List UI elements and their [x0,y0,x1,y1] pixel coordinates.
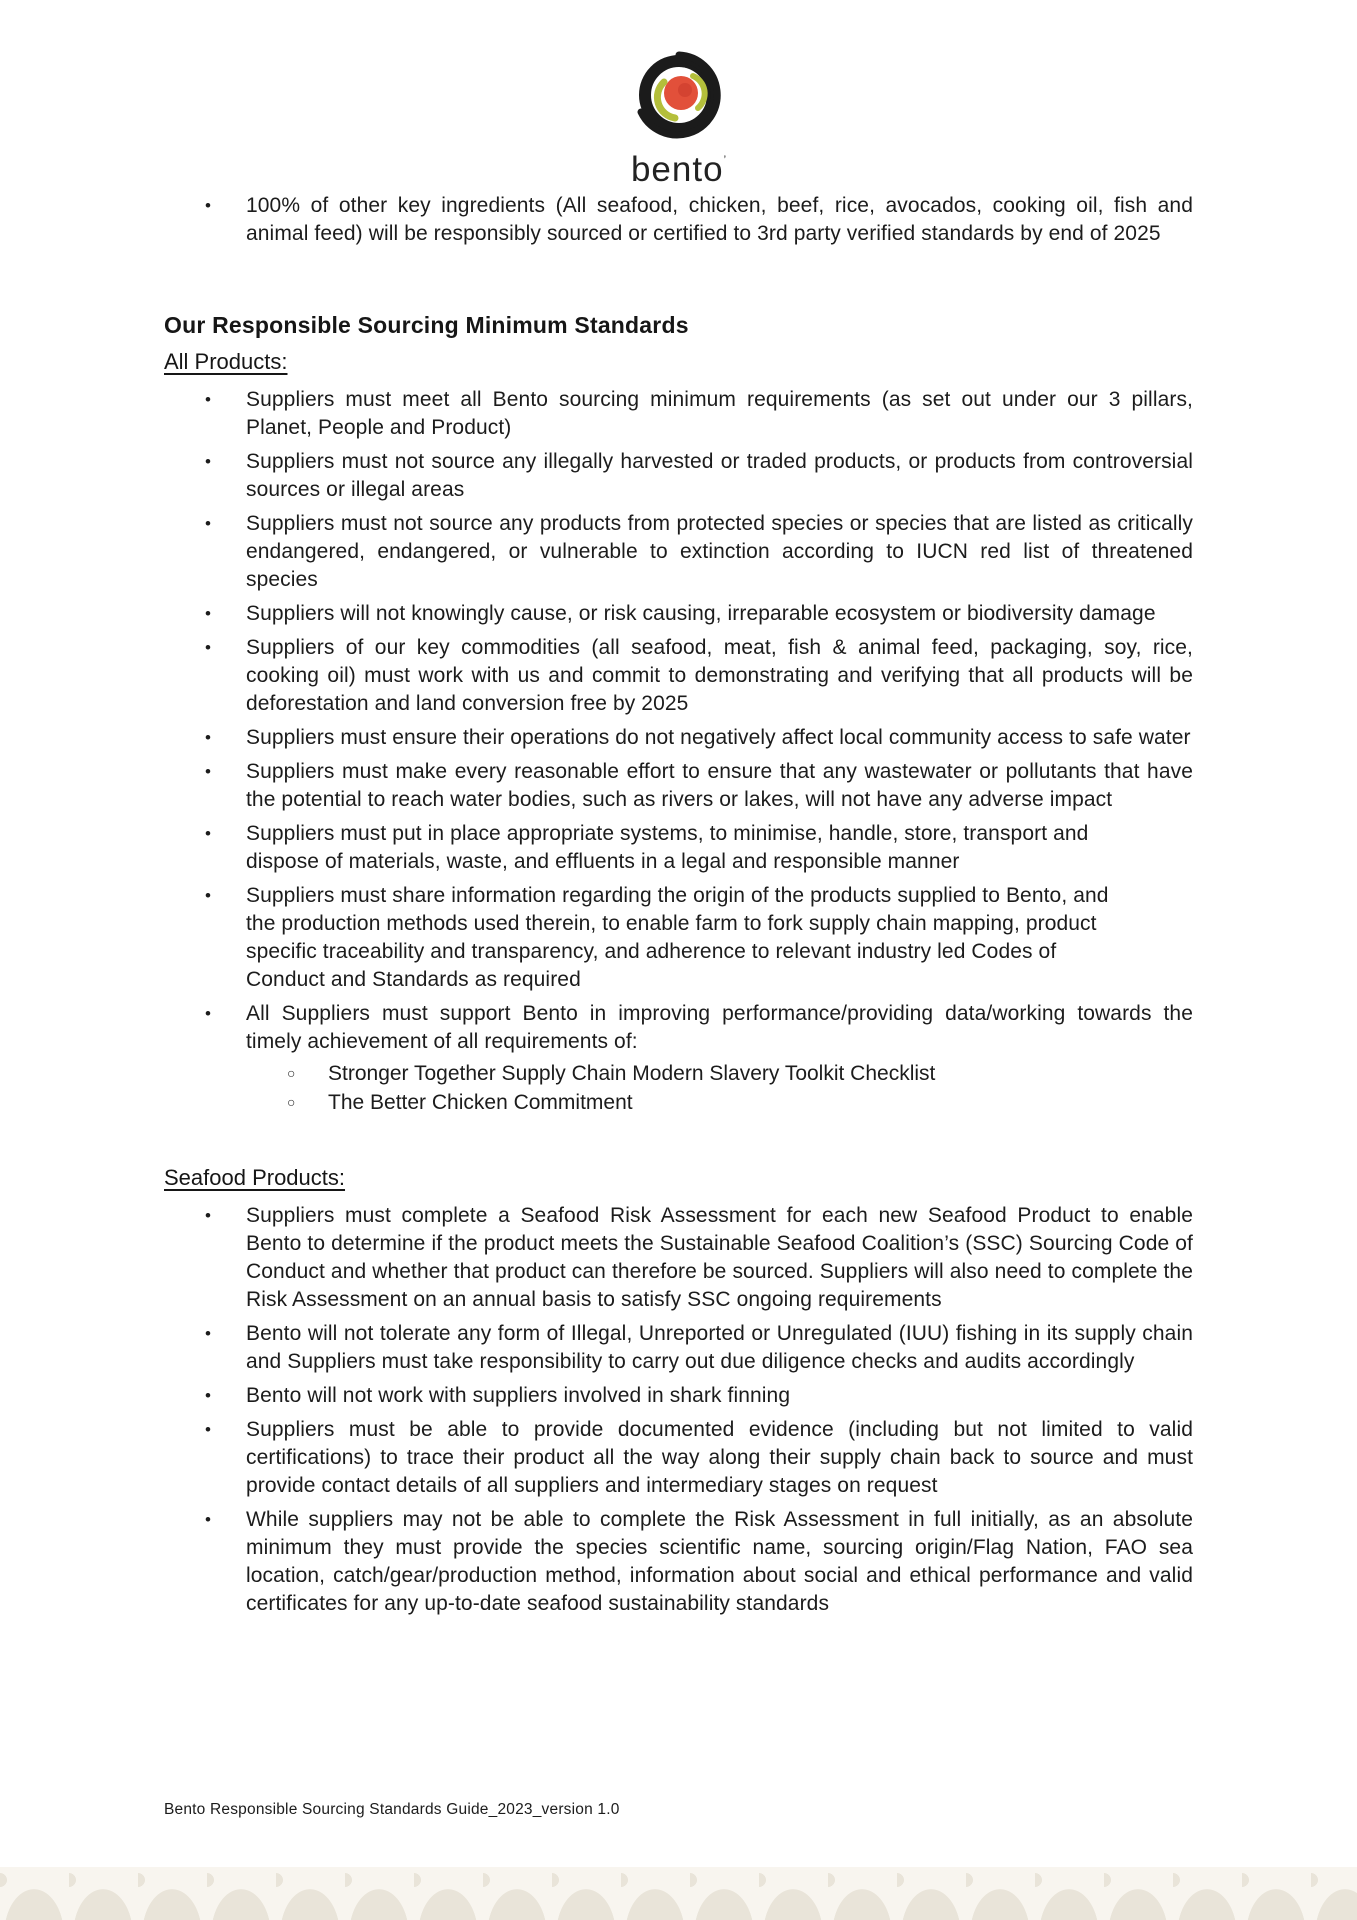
circle-bullet-icon: ○ [287,1065,296,1081]
bullet-icon: • [205,1510,211,1529]
list-item [164,634,1193,718]
bullet-icon: • [205,824,211,843]
bullet-text: While suppliers may not be able to complete the Risk Assessment in full initially, as an absolute minimum they must provide the species scientific name, sourcing origin/Flag Nation, FAO sea location, catch/gear/production method, information about social and ethical performance and valid certificates for any up-to-date seafood sustainability standards [246,1508,1193,1615]
bullet-content [246,882,1193,994]
bullet-text: The Better Chicken Commitment [328,1091,633,1114]
bullet-icon: • [205,728,211,747]
bullet-text: Suppliers must be able to provide documented evidence (including but not limited to valid certifications) to trace their product all the way along their supply chain back to source and must provide contact details of all suppliers and intermediary stages on request [246,1418,1193,1497]
bullet-icon: • [205,196,211,215]
bullet-content [246,1506,1193,1618]
list-item [246,1089,1193,1116]
bullet-content [246,510,1193,594]
bullet-icon: • [205,762,211,781]
list-item [164,724,1193,752]
bullet-content [246,634,1193,718]
bullet-icon: • [205,604,211,623]
footer-text: Bento Responsible Sourcing Standards Guide_2023_version 1.0 [164,1801,620,1818]
bullet-text: Stronger Together Supply Chain Modern Slavery Toolkit Checklist [328,1062,936,1085]
bullet-text: Suppliers must put in place appropriate systems, to minimise, handle, store, transport and dispose of materials, waste, and effluents in a legal and responsible manner [246,822,1089,873]
bullet-content [246,1202,1193,1314]
section-heading-minimum-standards: Our Responsible Sourcing Minimum Standards [164,312,689,338]
list-item [164,1416,1193,1500]
bullet-icon: • [205,1386,211,1405]
bullet-content [246,1000,1193,1118]
list-item [164,192,1193,248]
list-item [164,510,1193,594]
bullet-icon: • [205,886,211,905]
bullet-text: Bento will not tolerate any form of Illegal, Unreported or Unregulated (IUU) fishing in its supply chain and Suppliers must take responsibility to carry out due diligence checks and audits accordingly [246,1322,1193,1373]
document-footer [164,1801,620,1819]
seafood-products-bullet-list [164,1202,1193,1618]
bullet-content [246,600,1193,628]
list-item [164,1506,1193,1618]
list-item [164,758,1193,814]
subheading-seafood-products: Seafood Products: [164,1165,346,1190]
bullet-content [246,820,1193,876]
bento-logo [0,40,1357,187]
bullet-icon: • [205,1324,211,1343]
document-content [164,170,1193,1624]
bullet-icon: • [205,1004,211,1023]
list-item [164,1320,1193,1376]
list-item [164,1000,1193,1118]
bullet-content [246,724,1193,752]
bullet-text: Suppliers must not source any products from protected species or species that are listed as critically endangered, endangered, or vulnerable to extinction according to IUCN red list of threatened species [246,512,1193,591]
subheading-all-products: All Products: [164,349,288,374]
list-item [164,600,1193,628]
bullet-text: Suppliers must share information regarding the origin of the products supplied to Bento, and the production methods used therein, to enable farm to fork supply chain mapping, product specific traceability and transparency, and adherence to relevant industry led Codes of Conduct and Standards as required [246,884,1109,991]
bullet-text: Bento will not work with suppliers involved in shark finning [246,1384,791,1407]
list-item [164,386,1193,442]
bullet-icon: • [205,514,211,533]
bullet-content [246,1382,1193,1410]
bullet-text: Suppliers will not knowingly cause, or risk causing, irreparable ecosystem or biodiversity damage [246,602,1156,625]
circle-bullet-icon: ○ [287,1094,296,1110]
bento-logo-icon [593,40,765,156]
bullet-text: Suppliers must ensure their operations do not negatively affect local community access to safe water [246,726,1191,749]
bullet-text: 100% of other key ingredients (All seafood, chicken, beef, rice, avocados, cooking oil, fish and animal feed) will be responsibly sourced or certified to 3rd party verified standards by end of 2025 [246,194,1193,245]
list-item [246,1060,1193,1087]
bullet-content [246,192,1193,248]
bullet-icon: • [205,1420,211,1439]
list-item [164,1382,1193,1410]
bullet-icon: • [205,452,211,471]
bullet-icon: • [205,1206,211,1225]
decorative-scallop-border [0,1867,1357,1920]
all-products-bullet-list [164,386,1193,1118]
bullet-icon: • [205,638,211,657]
brand-name: bento [630,150,724,189]
list-item [164,882,1193,994]
bullet-content [246,386,1193,442]
intro-bullet-list [164,192,1193,248]
bullet-content [246,1416,1193,1500]
bullet-text: Suppliers must meet all Bento sourcing minimum requirements (as set out under our 3 pillars, Planet, People and Product) [246,388,1193,439]
bullet-text: Suppliers must make every reasonable effort to ensure that any wastewater or pollutants that have the potential to reach water bodies, such as rivers or lakes, will not have any adverse impact [246,760,1193,811]
sub-bullet-list [246,1060,1193,1116]
list-item [164,820,1193,876]
bullet-content [246,448,1193,504]
bullet-text: All Suppliers must support Bento in improving performance/providing data/working towards the timely achievement of all requirements of: [246,1002,1193,1053]
list-item [164,1202,1193,1314]
bullet-text: Suppliers must not source any illegally harvested or traded products, or products from controversial sources or illegal areas [246,450,1193,501]
list-item [164,448,1193,504]
bullet-icon: • [205,390,211,409]
bullet-text: Suppliers of our key commodities (all seafood, meat, fish & animal feed, packaging, soy, rice, cooking oil) must work with us and commit to demonstrating and verifying that all products will be deforestation and land conversion free by 2025 [246,636,1193,715]
bullet-content [246,1320,1193,1376]
bullet-content [246,758,1193,814]
bullet-text: Suppliers must complete a Seafood Risk Assessment for each new Seafood Product to enable Bento to determine if the product meets the Sustainable Seafood Coalition’s (SSC) Sourcing Code of Conduct and whether that product can therefore be sourced. Suppliers will also need to complete the Risk Assessment on an annual basis to satisfy SSC ongoing requirements [246,1204,1193,1311]
trademark-mark: ’ [723,154,727,166]
